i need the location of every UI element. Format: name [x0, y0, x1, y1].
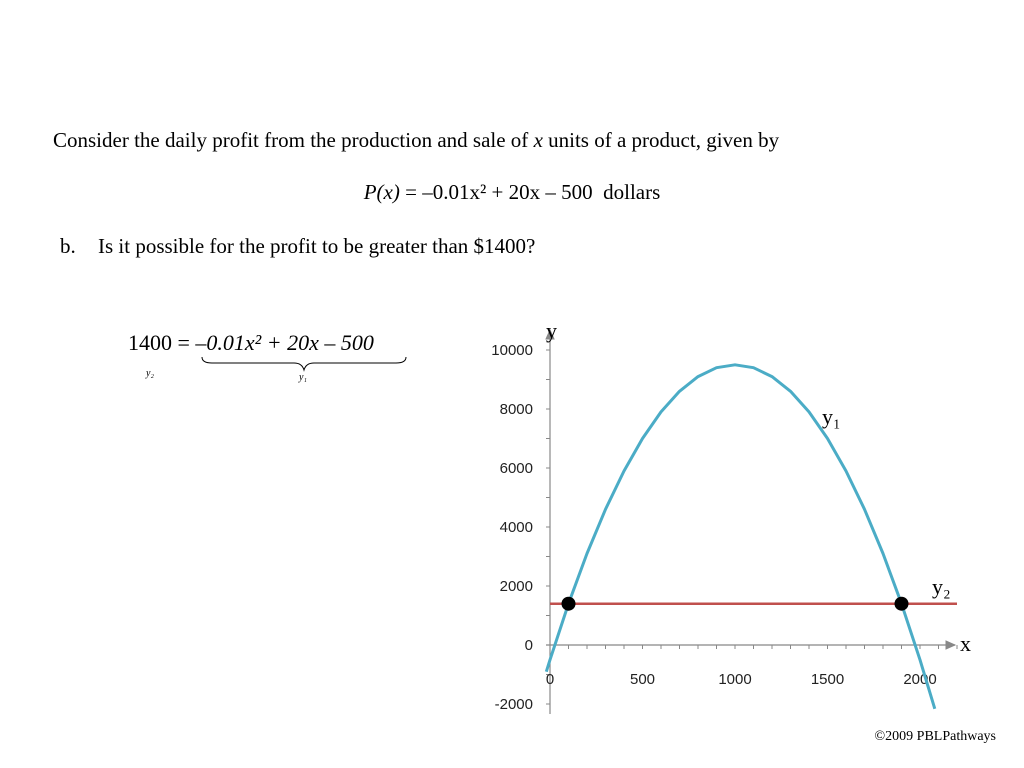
copyright: ©2009 PBLPathways	[874, 729, 996, 744]
intersection-point	[562, 597, 576, 611]
y-tick-label: 8000	[499, 401, 533, 418]
equation-equals: =	[172, 330, 196, 355]
x-tick-label: 1500	[810, 671, 845, 688]
y-tick-label: 10000	[491, 342, 533, 359]
y-tick-label: -2000	[494, 696, 533, 713]
intro-after: units of a product, given by	[542, 128, 780, 152]
question-text: Is it possible for the profit to be greater than $1400?	[98, 234, 536, 258]
formula-rhs: = –0.01x² + 20x – 500	[405, 180, 593, 204]
y1-series-label: y₁	[822, 404, 841, 429]
y2-series-label: y₂	[932, 574, 951, 599]
y-axis-label: y	[546, 318, 557, 343]
y-tick-label: 4000	[499, 519, 533, 536]
formula-unit: dollars	[603, 180, 661, 204]
y1-sub-label: y₁	[299, 372, 307, 383]
y1-curve	[546, 365, 935, 709]
formula-lhs: P(x)	[363, 180, 400, 204]
equation-right: –0.01x² + 20x – 500	[195, 330, 374, 355]
y-tick-label: 2000	[499, 578, 533, 595]
intro-before: Consider the daily profit from the production and sale of	[53, 128, 534, 152]
question-label: b.	[60, 234, 76, 258]
x-tick-label: 2000	[903, 671, 937, 688]
intersection-point	[895, 597, 909, 611]
intro-variable: x	[533, 128, 543, 152]
x-axis-label: x	[960, 631, 971, 656]
x-tick-label: 1000	[718, 671, 752, 688]
x-tick-label: 0	[545, 671, 555, 688]
y-tick-label: 0	[524, 637, 533, 654]
y2-sub-label: y₂	[146, 368, 154, 379]
x-tick-label: 500	[629, 671, 656, 688]
y-tick-label: 6000	[499, 460, 533, 477]
equation-left: 1400	[128, 330, 172, 355]
